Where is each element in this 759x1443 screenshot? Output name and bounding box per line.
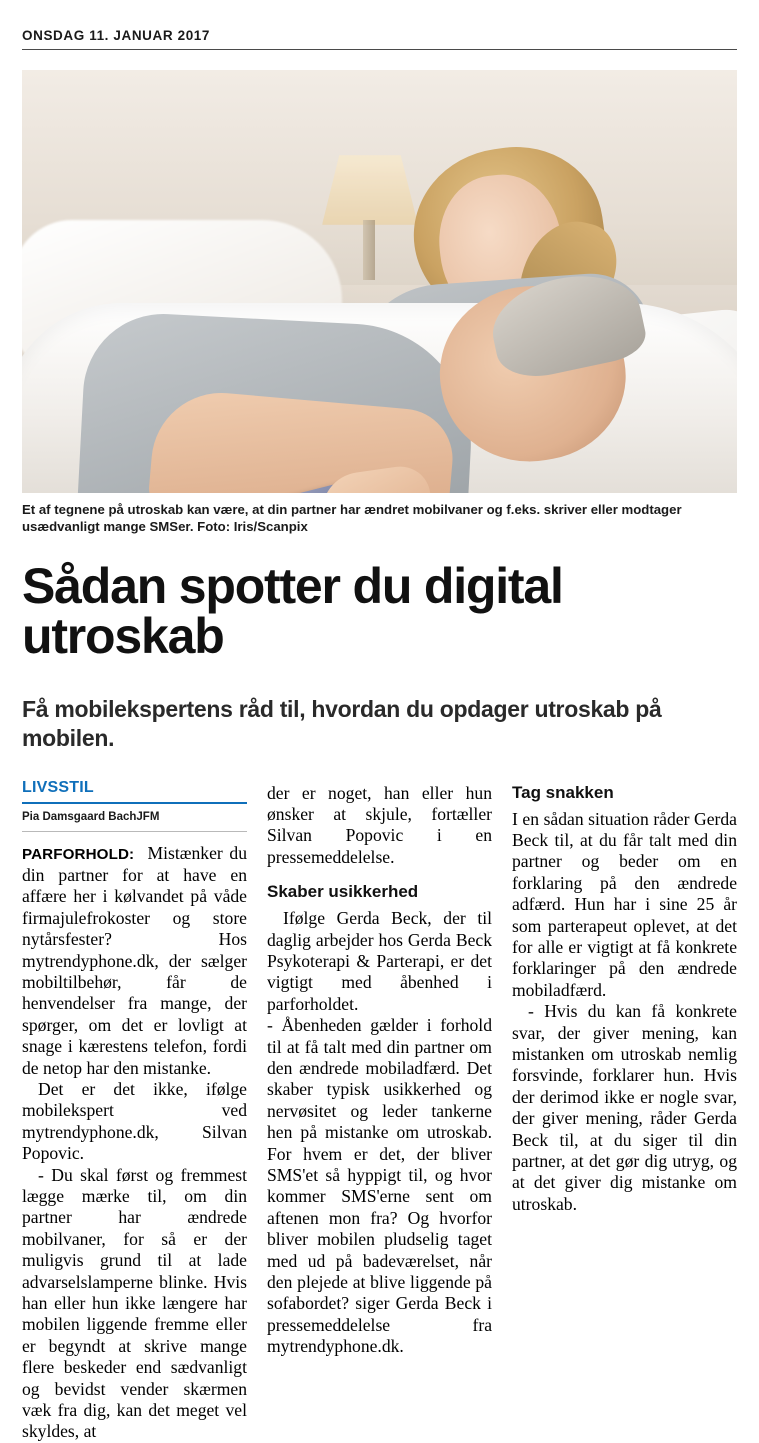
paragraph: - Hvis du kan få konkrete svar, der giver mening, kan mistanken om utroskab nemlig forsvinde, forklarer hun. Hvis der derimod ikke er nogle svar, der giver mening, råder Gerda Beck til, at du siger til din partner, at det gør dig utryg, og at det giver dig mistanke om utroskab. <box>512 1001 737 1214</box>
paragraph: - Åbenheden gælder i forhold til at få talt med din partner om den ændrede mobiladfærd. Det skaber typisk usikkerhed og nervøsitet og leder tankerne hen på mistanke om utroskab. For hvem er det, der bliver SMS'et så hyppigt til, og hvor kommer SMS'erne sent om aftenen mon fra? Og hvorfor bliver mobilen pludselig taget med ud på badeværelset, når den plejede at blive liggende på sofabordet? siger Gerda Beck i pressemeddelelse fra mytrendyphone.dk. <box>267 1015 492 1357</box>
couple-in-bed-photo <box>22 70 737 493</box>
photo-lamp-stand <box>363 220 375 280</box>
subsection-heading: Skaber usikkerhed <box>267 882 419 902</box>
article-columns <box>22 779 737 1443</box>
article-column-3 <box>512 779 737 1443</box>
photo-caption: Et af tegnene på utroskab kan være, at din partner har ændret mobilvaner og f.eks. skriver eller modtager usædvanligt mange SMSer. Foto: Iris/Scanpix <box>22 502 682 534</box>
paragraph: Det er det ikke, ifølge mobilekspert ved mytrendyphone.dk, Silvan Popovic. <box>22 1078 247 1164</box>
byline: Pia Damsgaard Bach‌JFM <box>22 811 247 832</box>
lead-label: PARFORHOLD: <box>22 845 135 863</box>
subsection-heading: Tag snakken <box>512 782 614 802</box>
paragraph <box>22 843 247 1079</box>
page-title: Sådan spotter du digital utroskab <box>22 558 563 664</box>
paragraph: I en sådan situation råder Gerda Beck til, at du får talt med din partner og beder om en forklaring på den ændrede adfærd. Hun har i sine 25 år som parterapeut oplevet, at det for alle er vigtigt at få konkrete forklaringer på den ændrede mobiladfærd. <box>512 808 737 1000</box>
article-subheadline: Få mobilekspertens råd til, hvordan du opdager utroskab på mobilen. <box>22 695 662 751</box>
section-kicker: LIVSSTIL <box>22 779 247 804</box>
paragraph-text: Mistænker du din partner for at have en affære her i kølvandet på våde firmajulefrokoster og store nytårsfester? Hos mytrendyphone.dk, der sælger mobiltilbehør, får de henvendelser fra mange, der spørger, om det er lovligt at snage i kærestens telefon, fordi de netop har den mistanke. <box>22 842 247 1078</box>
article-photo <box>22 70 737 493</box>
article-column-2 <box>267 779 492 1443</box>
masthead-date: ONSDAG 11. JANUAR 2017 <box>22 28 211 43</box>
paragraph: - Du skal først og fremmest lægge mærke til, om din partner har ændrede mobilvaner, for så er der muligvis grund til at lade advarselslamperne blinke. Hvis han eller hun ikke længere har mobilen liggende fremme eller er begyndt at skrive mange flere beskeder end sædvanligt og bevidst vender skærmen væk fra dig, kan det meget vel skyldes, at <box>22 1164 247 1442</box>
paragraph: der er noget, han eller hun ønsker at skjule, fortæller Silvan Popovic i en pressemeddelelse. <box>267 782 492 867</box>
masthead <box>22 0 737 50</box>
article-column-1 <box>22 779 247 1443</box>
paragraph: Ifølge Gerda Beck, der til daglig arbejder hos Gerda Beck Psykoterapi & Parterapi, er det vigtigt med åbenhed i parforholdet. <box>267 908 492 1014</box>
